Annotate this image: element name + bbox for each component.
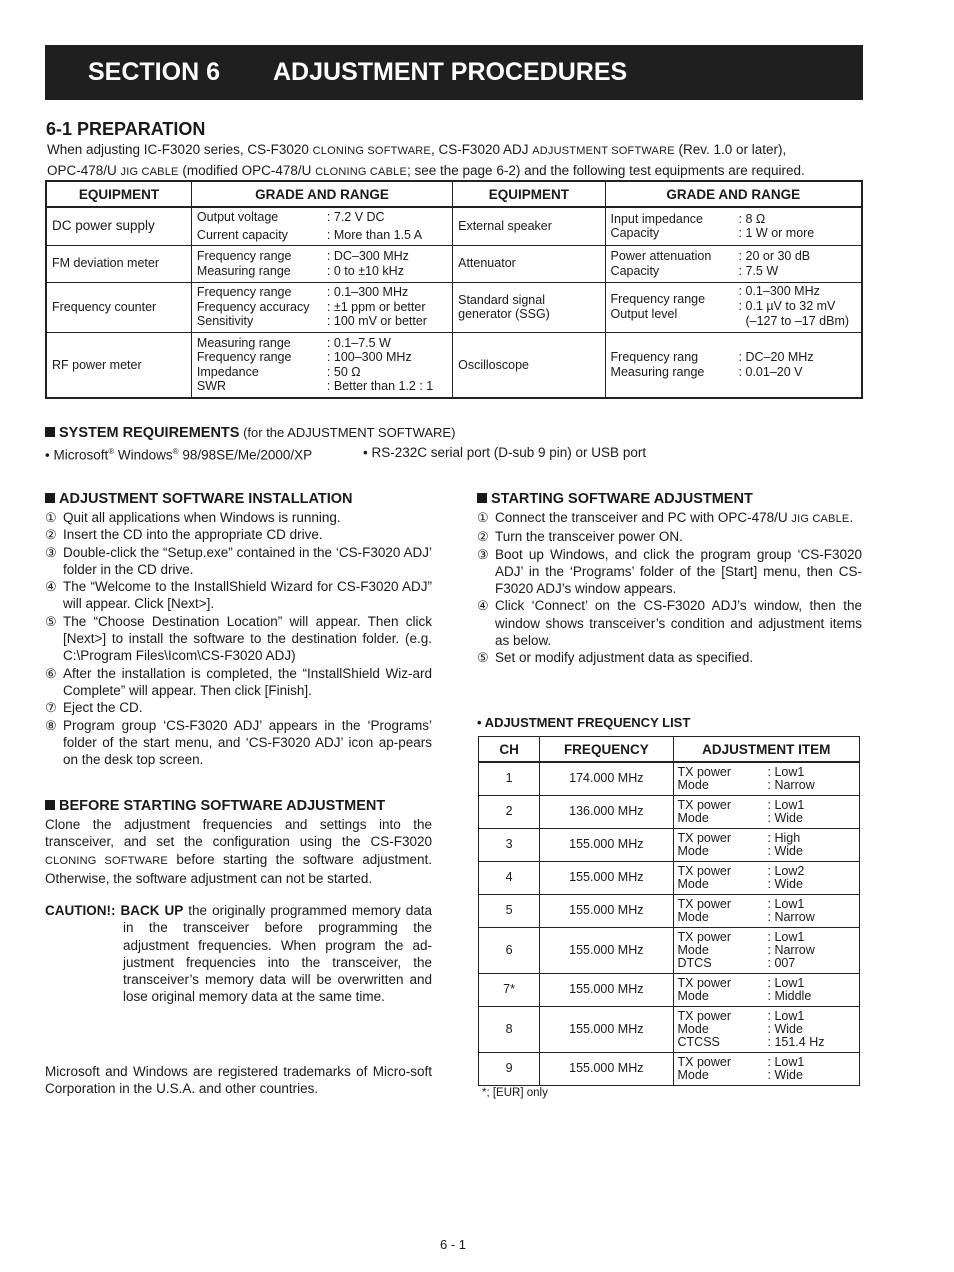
- item-value: : Low1: [767, 764, 805, 779]
- equipment-name: DC power supply: [46, 207, 191, 245]
- item-value: : Wide: [767, 876, 803, 891]
- item-label: Mode: [677, 942, 709, 957]
- step-number: ④: [477, 598, 489, 614]
- table-row: [479, 1052, 860, 1085]
- step-text: The “Welcome to the InstallShield Wizard for CS-F3020 ADJ” will appear. Click [Next>].: [63, 579, 432, 612]
- channel-cell: 5: [479, 894, 540, 927]
- item-label: TX power: [677, 797, 731, 812]
- step-number: ④: [45, 579, 57, 595]
- frequency-cell: 155.000 MHz: [540, 828, 673, 861]
- before-heading: BEFORE STARTING SOFTWARE ADJUSTMENT: [45, 798, 385, 814]
- step-item: [45, 578, 432, 613]
- spec-value: : 0.1 µV to 32 mV: [738, 299, 836, 314]
- equipment-row: [46, 332, 862, 398]
- item-label: TX power: [677, 1008, 731, 1023]
- preparation-intro: When adjusting IC-F3020 series, CS-F3020 CLONING SOFTWARE, CS-F3020 ADJ ADJUSTMENT SOFTWARE (Rev. 1.0 or later), OPC-478/U JIG CABLE (modified OPC-478/U CLONING CABLE; see the page 6-2) and the following test equipments are required.: [47, 142, 805, 178]
- step-number: ⑤: [45, 613, 57, 629]
- adjustment-item-cell: [673, 927, 860, 973]
- equipment-specs: [191, 332, 452, 398]
- spec-list: [611, 212, 856, 241]
- adjustment-item-cell: [673, 894, 860, 927]
- spec-list: [610, 284, 856, 329]
- item-value: : 151.4 Hz: [767, 1034, 825, 1049]
- adjustment-item-cell: [673, 861, 860, 894]
- install-heading: ADJUSTMENT SOFTWARE INSTALLATION: [45, 491, 352, 507]
- spec-label: Frequency range: [196, 285, 292, 300]
- channel-cell: 1: [479, 762, 540, 795]
- spec-label: Frequency rang: [610, 350, 699, 365]
- step-text: Boot up Windows, and click the program group ‘CS-F3020 ADJ’ in the ‘Programs’ folder of the [Start] menu, then CS-F3020 ADJ’s window appears.: [495, 546, 862, 597]
- adjustment-item-cell: [673, 973, 860, 1006]
- step-number: ①: [477, 510, 489, 525]
- equipment-name: Attenuator: [453, 245, 605, 282]
- equipment-specs: [191, 282, 452, 332]
- step-item: [45, 509, 432, 526]
- frequency-cell: 155.000 MHz: [540, 861, 673, 894]
- step-item: [45, 717, 432, 769]
- section-banner: [45, 45, 863, 100]
- starting-steps: [477, 509, 862, 667]
- equipment-specs: [605, 245, 862, 282]
- item-value: : Middle: [767, 988, 812, 1003]
- table-row: [479, 828, 860, 861]
- freq-footnote: *; [EUR] only: [482, 1087, 548, 1099]
- table-row: [479, 1006, 860, 1052]
- spec-value: : 0.1–300 MHz: [738, 284, 820, 299]
- item-label: TX power: [677, 975, 731, 990]
- step-text: Double-click the “Setup.exe” contained in the ‘CS-F3020 ADJ’ folder in the CD drive.: [63, 544, 432, 577]
- frequency-cell: 155.000 MHz: [540, 894, 673, 927]
- square-bullet-icon: [477, 493, 487, 503]
- item-label: Mode: [677, 988, 709, 1003]
- spec-list: [611, 249, 856, 278]
- equipment-specs: [191, 207, 452, 245]
- spec-value: : 0.01–20 V: [738, 364, 803, 379]
- system-req-item-os: • Microsoft® Windows® 98/98SE/Me/2000/XP: [45, 447, 313, 463]
- spec-value: : 100–300 MHz: [326, 350, 412, 365]
- spec-label: Input impedance: [610, 211, 703, 226]
- step-number: ③: [45, 544, 57, 560]
- item-list: [678, 931, 856, 970]
- step-text: After the installation is completed, the “InstallShield Wiz-ard Complete” will appear. Then click [Finish].: [63, 665, 432, 698]
- spec-value: : DC–20 MHz: [738, 350, 814, 365]
- item-label: Mode: [677, 1067, 709, 1082]
- step-text: Program group ‘CS-F3020 ADJ’ appears in the ‘Programs’ folder of the start menu, and ‘CS-F3020 ADJ’ icon ap-pears on the desk top screen.: [63, 717, 432, 768]
- ch-header: CH: [479, 737, 540, 763]
- equipment-row: [46, 207, 862, 245]
- step-item: [477, 546, 862, 598]
- adjustment-item-cell: [673, 795, 860, 828]
- starting-heading: STARTING SOFTWARE ADJUSTMENT: [477, 491, 753, 507]
- step-item: [45, 526, 432, 543]
- frequency-header: FREQUENCY: [540, 737, 673, 763]
- equipment-specs: [605, 332, 862, 398]
- adjustment-item-cell: [673, 1052, 860, 1085]
- item-label: TX power: [677, 830, 731, 845]
- item-value: : Narrow: [767, 909, 815, 924]
- equipment-name: FM deviation meter: [46, 245, 191, 282]
- frequency-cell: 155.000 MHz: [540, 927, 673, 973]
- step-number: ⑧: [45, 717, 57, 733]
- item-list: [678, 865, 856, 891]
- equipment-specs: [605, 207, 862, 245]
- equipment-specs: [191, 245, 452, 282]
- spec-label: Current capacity: [196, 228, 288, 243]
- system-req-item-port: • RS-232C serial port (D-sub 9 pin) or USB port: [363, 445, 647, 460]
- equipment-name: External speaker: [453, 207, 605, 245]
- spec-value: : More than 1.5 A: [326, 228, 423, 243]
- frequency-cell: 136.000 MHz: [540, 795, 673, 828]
- spec-value: : 8 Ω: [738, 211, 766, 226]
- item-value: : Low1: [767, 896, 805, 911]
- step-number: ⑤: [477, 650, 489, 666]
- item-value: : Narrow: [767, 777, 815, 792]
- item-value: : Wide: [767, 810, 803, 825]
- equipment-header: EQUIPMENT: [46, 181, 191, 207]
- spec-label: Measuring range: [610, 364, 705, 379]
- equipment-name: RF power meter: [46, 332, 191, 398]
- channel-cell: 9: [479, 1052, 540, 1085]
- step-number: ①: [45, 510, 57, 525]
- table-row: [479, 762, 860, 795]
- step-text: Connect the transceiver and PC with OPC-478/U JIG CABLE.: [495, 510, 854, 525]
- section-number: SECTION 6: [88, 58, 220, 86]
- adjustment-item-cell: [673, 762, 860, 795]
- item-label: Mode: [677, 876, 709, 891]
- item-label: Mode: [677, 1021, 709, 1036]
- grade-header: GRADE AND RANGE: [191, 181, 452, 207]
- spec-value: : DC–300 MHz: [326, 249, 409, 263]
- spec-value: : 0.1–300 MHz: [326, 285, 409, 300]
- item-list: [678, 898, 856, 924]
- grade-header: GRADE AND RANGE: [605, 181, 862, 207]
- spec-value: : 0 to ±10 kHz: [326, 263, 404, 278]
- item-value: : Low2: [767, 863, 805, 878]
- spec-list: [197, 285, 447, 329]
- item-label: TX power: [677, 863, 731, 878]
- spec-list: [611, 350, 856, 379]
- square-bullet-icon: [45, 800, 55, 810]
- item-value: : Low1: [767, 975, 805, 990]
- step-item: [477, 509, 862, 528]
- spec-value: : 7.2 V DC: [326, 209, 385, 224]
- adjustment-item-header: ADJUSTMENT ITEM: [673, 737, 860, 763]
- step-number: ⑦: [45, 700, 57, 716]
- item-value: : Wide: [767, 1067, 803, 1082]
- step-item: [45, 613, 432, 665]
- equipment-name: Frequency counter: [46, 282, 191, 332]
- spec-label: Power attenuation: [610, 249, 712, 263]
- item-label: Mode: [677, 777, 709, 792]
- frequency-table: [478, 736, 860, 1086]
- item-value: : Low1: [767, 797, 805, 812]
- step-item: [45, 699, 432, 716]
- spec-label: Measuring range: [196, 263, 291, 278]
- spec-value: : Better than 1.2 : 1: [326, 379, 434, 394]
- spec-label: SWR: [196, 379, 227, 394]
- spec-value: : 0.1–7.5 W: [326, 335, 391, 350]
- step-item: [477, 597, 862, 649]
- step-item: [477, 649, 862, 666]
- step-text: Turn the transceiver power ON.: [495, 529, 683, 545]
- step-item: [477, 528, 862, 545]
- step-text: Insert the CD into the appropriate CD drive.: [63, 527, 323, 543]
- item-value: : Wide: [767, 1021, 803, 1036]
- item-list: [678, 766, 856, 792]
- system-req-heading: SYSTEM REQUIREMENTS (for the ADJUSTMENT SOFTWARE): [45, 425, 455, 441]
- frequency-cell: 155.000 MHz: [540, 1052, 673, 1085]
- item-label: Mode: [677, 810, 709, 825]
- equipment-specs: [605, 282, 862, 332]
- equipment-header: EQUIPMENT: [453, 181, 605, 207]
- table-row: [479, 861, 860, 894]
- spec-value: : 50 Ω: [326, 364, 361, 379]
- install-steps: [45, 509, 432, 768]
- item-list: [678, 977, 856, 1003]
- frequency-cell: 155.000 MHz: [540, 973, 673, 1006]
- page-number: 6 - 1: [440, 1237, 467, 1252]
- square-bullet-icon: [45, 493, 55, 503]
- item-label: TX power: [677, 1054, 731, 1069]
- step-text: Eject the CD.: [63, 700, 143, 716]
- item-label: Mode: [677, 909, 709, 924]
- spec-label: [611, 318, 739, 326]
- item-value: : Low1: [767, 1008, 805, 1023]
- step-number: ③: [477, 546, 489, 562]
- spec-label: Impedance: [196, 364, 259, 379]
- frequency-cell: 174.000 MHz: [540, 762, 673, 795]
- spec-value: : 7.5 W: [738, 263, 779, 278]
- frequency-cell: 155.000 MHz: [540, 1006, 673, 1052]
- channel-cell: 2: [479, 795, 540, 828]
- spec-label: Capacity: [610, 226, 660, 241]
- item-list: [678, 799, 856, 825]
- section-title: ADJUSTMENT PROCEDURES: [273, 58, 628, 86]
- item-value: : High: [767, 830, 801, 845]
- item-list: [678, 1010, 856, 1049]
- item-label: DTCS: [677, 955, 712, 970]
- spec-label: Frequency accuracy: [196, 299, 310, 314]
- table-row: [479, 927, 860, 973]
- item-value: : Low1: [767, 929, 805, 944]
- caution-block: CAUTION!: BACK UP the originally programmed memory data in the transceiver before programming the adjustment frequencies. When program the ad-justment frequencies into the transceiver, the transceiver’s memory data will be overwritten and lose original memory data at the same time.: [45, 903, 432, 1005]
- step-number: ⑥: [45, 665, 57, 681]
- item-value: : 007: [767, 955, 796, 970]
- adjustment-item-cell: [673, 1006, 860, 1052]
- spec-label: Sensitivity: [196, 314, 254, 329]
- spec-list: [197, 210, 447, 243]
- item-label: TX power: [677, 896, 731, 911]
- freq-list-heading: • ADJUSTMENT FREQUENCY LIST: [477, 715, 691, 730]
- channel-cell: 7*: [479, 973, 540, 1006]
- spec-value: : 20 or 30 dB: [738, 249, 811, 263]
- spec-value: : 100 mV or better: [326, 314, 427, 329]
- table-row: [479, 894, 860, 927]
- spec-list: [197, 336, 447, 394]
- before-paragraph: Clone the adjustment frequencies and settings into the transceiver, and set the configuration using the CS-F3020 CLONING SOFTWARE before starting the software adjustment. Otherwise, the software adjustment can not be started.: [45, 817, 432, 886]
- spec-value: : 1 W or more: [738, 226, 815, 241]
- spec-label: Capacity: [610, 263, 660, 278]
- trademark-note: Microsoft and Windows are registered trademarks of Micro-soft Corporation in the U.S.A. and other countries.: [45, 1064, 432, 1097]
- equipment-name: Standard signal generator (SSG): [453, 282, 605, 332]
- item-label: Mode: [677, 843, 709, 858]
- step-text: Click ‘Connect’ on the CS-F3020 ADJ’s window, then the window shows transceiver’s condition and adjustment items as below.: [495, 598, 862, 649]
- adjustment-item-cell: [673, 828, 860, 861]
- item-value: : Wide: [767, 843, 803, 858]
- table-row: [479, 973, 860, 1006]
- step-number: ②: [477, 529, 489, 545]
- equipment-name: Oscilloscope: [453, 332, 605, 398]
- equipment-row: [46, 282, 862, 332]
- item-label: CTCSS: [677, 1034, 720, 1049]
- square-bullet-icon: [45, 427, 55, 437]
- step-number: ②: [45, 527, 57, 543]
- equipment-row: [46, 245, 862, 282]
- item-value: : Narrow: [767, 942, 815, 957]
- table-row: [479, 795, 860, 828]
- channel-cell: 4: [479, 861, 540, 894]
- spec-label: Output level: [610, 306, 678, 321]
- step-item: [45, 665, 432, 700]
- spec-label: Frequency range: [610, 291, 706, 306]
- equipment-table: [45, 180, 863, 399]
- preparation-heading: 6-1 PREPARATION: [46, 119, 206, 139]
- spec-label: Measuring range: [196, 335, 291, 350]
- channel-cell: 8: [479, 1006, 540, 1052]
- step-item: [45, 544, 432, 579]
- channel-cell: 6: [479, 927, 540, 973]
- item-list: [678, 1056, 856, 1082]
- item-label: TX power: [677, 764, 731, 779]
- channel-cell: 3: [479, 828, 540, 861]
- step-text: Quit all applications when Windows is running.: [63, 510, 341, 525]
- item-value: : Low1: [767, 1054, 805, 1069]
- spec-label: Frequency range: [196, 350, 292, 365]
- item-list: [678, 832, 856, 858]
- spec-value: (–127 to –17 dBm): [738, 314, 850, 329]
- spec-label: Output voltage: [196, 209, 279, 224]
- spec-list: [197, 249, 447, 278]
- spec-label: Frequency range: [196, 249, 292, 263]
- item-label: TX power: [677, 929, 731, 944]
- spec-value: : ±1 ppm or better: [326, 299, 426, 314]
- step-text: Set or modify adjustment data as specified.: [495, 650, 754, 666]
- step-text: The “Choose Destination Location” will appear. Then click [Next>] to install the software to the destination folder. (e.g. C:\Program Files\Icom\CS-F3020 ADJ): [63, 613, 432, 664]
